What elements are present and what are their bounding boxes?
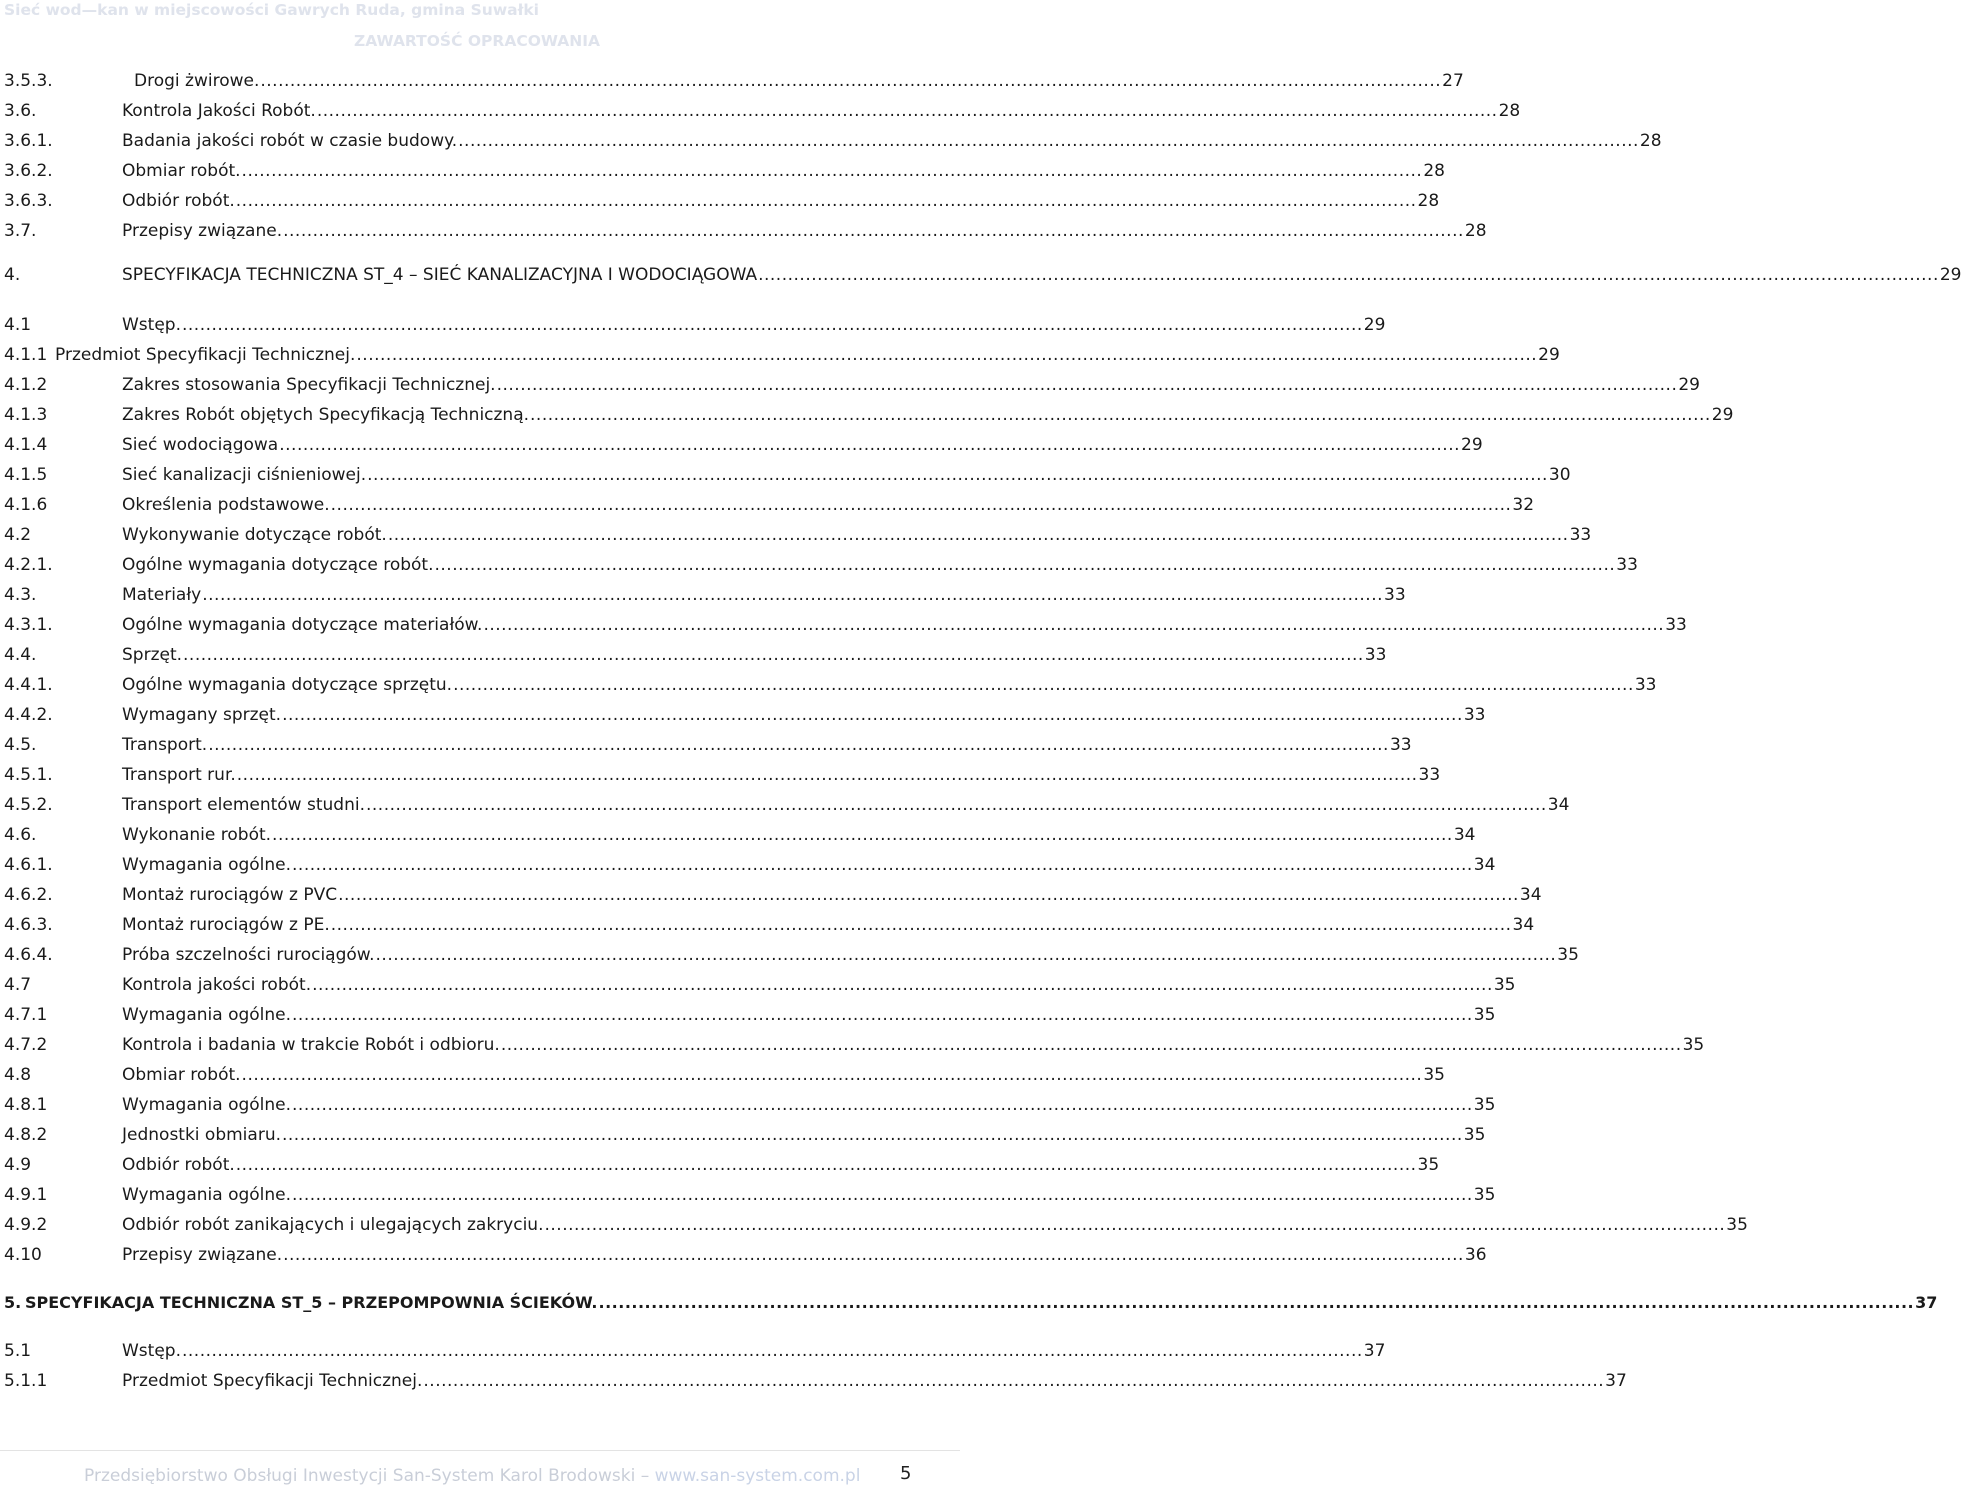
toc-entry-title: Transport. [122, 735, 208, 755]
toc-entry[interactable] [0, 1122, 1486, 1148]
toc-leader-dots: ........................................................................................................................................................................................................ [235, 1155, 1417, 1175]
toc-entry-title: Ogólne wymagania dotyczące materiałów. [122, 615, 483, 635]
toc-entry-number: 4.5. [4, 735, 37, 755]
toc-entry-page: 34 [1547, 795, 1570, 815]
toc-entry[interactable] [0, 882, 1542, 908]
header-subtitle: ZAWARTOŚĆ OPRACOWANIA [354, 32, 601, 50]
toc-entry-title: Kontrola i badania w trakcie Robót i odbioru. [122, 1035, 500, 1055]
toc-entry-page: 29 [1461, 435, 1483, 455]
toc-entry[interactable] [0, 852, 1496, 878]
toc-entry[interactable] [0, 188, 1440, 214]
toc-entry-title: Wymagania ogólne. [122, 1185, 292, 1205]
footer-text [84, 1466, 860, 1486]
toc-entry-title: Sieć wodociągowa [122, 435, 279, 455]
toc-leader-dots: ........................................................................................................................................................................................................ [758, 265, 1939, 285]
toc-leader-dots: ........................................................................................................................................................................................................ [500, 1035, 1682, 1055]
toc-leader-dots: ........................................................................................................................................................................................................ [292, 1185, 1473, 1205]
toc-entry-page: 33 [1364, 645, 1387, 665]
toc-leader-dots: ........................................................................................................................................................................................................ [356, 345, 1538, 365]
toc-leader-dots: ........................................................................................................................................................................................................ [496, 375, 1678, 395]
toc-entry-page: 35 [1423, 1065, 1445, 1085]
toc-entry-page: 28 [1464, 221, 1487, 241]
toc-entry-title: Badania jakości robót w czasie budowy. [122, 131, 458, 151]
toc-entry-page: 33 [1389, 735, 1412, 755]
toc-entry[interactable] [0, 762, 1441, 788]
toc-entry-title: SPECYFIKACJA TECHNICZNA ST_5 – PRZEPOMPOWNIA ŚCIEKÓW. [25, 1293, 598, 1312]
toc-leader-dots: ........................................................................................................................................................................................................ [292, 1095, 1473, 1115]
toc-entry-page: 35 [1417, 1155, 1440, 1175]
toc-entry-page: 29 [1678, 375, 1700, 395]
toc-entry-title: Jednostki obmiaru. [122, 1125, 281, 1145]
toc-entry-page: 35 [1473, 1005, 1496, 1025]
toc-entry-number: 3.6.1. [4, 131, 53, 151]
toc-entry[interactable] [0, 1368, 1627, 1394]
toc-entry-number: 4. [4, 265, 21, 285]
toc-entry-number: 4.6.3. [4, 915, 53, 935]
toc-entry-number: 4.6.1. [4, 855, 53, 875]
toc-entry-number: 4.7.2 [4, 1035, 48, 1055]
toc-leader-dots: ........................................................................................................................................................................................................ [282, 1125, 1463, 1145]
toc-leader-dots: ........................................................................................................................................................................................................ [241, 1065, 1423, 1085]
toc-entry-title: Drogi żwirowe. [134, 71, 260, 91]
toc-leader-dots: ........................................................................................................................................................................................................ [338, 885, 1519, 905]
toc-entry-number: 4.8 [4, 1065, 32, 1085]
footer-website-link[interactable]: www.san-system.com.pl [654, 1466, 861, 1486]
toc-entry-title: Odbiór robót. [122, 1155, 235, 1175]
header-title: Sieć wod—kan w miejscowości Gawrych Ruda, gmina Suwałki [4, 1, 539, 19]
toc-entry[interactable] [0, 262, 1962, 288]
toc-leader-dots: ........................................................................................................................................................................................................ [330, 495, 1512, 515]
toc-entry[interactable] [0, 432, 1483, 458]
toc-entry-page: 29 [1711, 405, 1734, 425]
toc-entry[interactable] [0, 1242, 1487, 1268]
toc-entry-page: 33 [1384, 585, 1406, 605]
toc-leader-dots: ........................................................................................................................................................................................................ [365, 795, 1547, 815]
toc-leader-dots: ........................................................................................................................................................................................................ [283, 221, 1464, 241]
toc-entry-title: Montaż rurociągów z PE. [122, 915, 330, 935]
toc-entry-title: Kontrola jakości robót. [122, 975, 312, 995]
toc-entry-title: Ogólne wymagania dotyczące robót. [122, 555, 434, 575]
toc-entry-number: 4.9.1 [4, 1185, 48, 1205]
toc-entry-page: 27 [1442, 71, 1464, 91]
toc-entry-number: 4.1.5 [4, 465, 48, 485]
toc-entry[interactable] [0, 128, 1662, 154]
toc-entry-page: 37 [1605, 1371, 1627, 1391]
toc-entry-number: 4.6. [4, 825, 37, 845]
toc-entry-title: Przedmiot Specyfikacji Technicznej. [122, 1371, 423, 1391]
toc-entry-page: 35 [1726, 1215, 1748, 1235]
toc-leader-dots: ........................................................................................................................................................................................................ [387, 525, 1569, 545]
toc-entry-number: 4.7.1 [4, 1005, 48, 1025]
toc-entry-title: Określenia podstawowe. [122, 495, 330, 515]
toc-entry-page: 33 [1569, 525, 1592, 545]
toc-leader-dots: ........................................................................................................................................................................................................ [183, 645, 1364, 665]
toc-leader-dots: ........................................................................................................................................................................................................ [182, 1341, 1363, 1361]
toc-entry[interactable] [0, 1092, 1496, 1118]
toc-entry-title: Przepisy związane. [122, 221, 283, 241]
footer-company: Przedsiębiorstwo Obsługi Inwestycji San-System Karol Brodowski [84, 1466, 636, 1486]
toc-entry[interactable] [0, 642, 1387, 668]
toc-entry-title: Zakres stosowania Specyfikacji Technicznej. [122, 375, 496, 395]
toc-entry-number: 4.8.1 [4, 1095, 48, 1115]
toc-entry-title: SPECYFIKACJA TECHNICZNA ST_4 – SIEĆ KANALIZACYJNA I WODOCIĄGOWA [122, 265, 758, 285]
toc-entry-title: Odbiór robót zanikających i ulegających zakryciu. [122, 1215, 544, 1235]
toc-entry[interactable] [0, 1182, 1496, 1208]
toc-leader-dots: ........................................................................................................................................................................................................ [208, 735, 1389, 755]
toc-entry[interactable] [0, 68, 1464, 94]
toc-entry-title: Przedmiot Specyfikacji Technicznej. [55, 345, 356, 365]
toc-leader-dots: ........................................................................................................................................................................................................ [241, 161, 1423, 181]
toc-entry-page: 32 [1512, 495, 1535, 515]
toc-entry-number: 4.1.3 [4, 405, 48, 425]
toc-entry-title: Wymagania ogólne. [122, 855, 292, 875]
toc-entry-number: 3.7. [4, 221, 37, 241]
toc-entry-page: 35 [1463, 1125, 1486, 1145]
toc-entry[interactable] [0, 942, 1579, 968]
toc-entry-page: 28 [1639, 131, 1662, 151]
toc-entry[interactable] [0, 98, 1521, 124]
toc-entry-number: 4.8.2 [4, 1125, 48, 1145]
toc-entry-number: 4.10 [4, 1245, 42, 1265]
toc-entry-title: Wstęp. [122, 315, 181, 335]
toc-entry-number: 4.1.4 [4, 435, 48, 455]
toc-entry-title: Wykonywanie dotyczące robót. [122, 525, 387, 545]
toc-entry-number: 3.6. [4, 101, 37, 121]
toc-entry[interactable] [0, 342, 1560, 368]
toc-entry-number: 4.6.4. [4, 945, 53, 965]
toc-entry-number: 4.3. [4, 585, 37, 605]
toc-entry-title: Wstęp. [122, 1341, 181, 1361]
toc-leader-dots: ........................................................................................................................................................................................................ [458, 131, 1639, 151]
toc-leader-dots: ........................................................................................................................................................................................................ [434, 555, 1616, 575]
page-footer [0, 1450, 960, 1496]
toc-entry-number: 4.7 [4, 975, 32, 995]
toc-entry-number: 5.1 [4, 1341, 32, 1361]
toc-entry-page: 33 [1418, 765, 1441, 785]
toc-leader-dots: ........................................................................................................................................................................................................ [316, 101, 1498, 121]
toc-entry[interactable] [0, 462, 1571, 488]
toc-entry[interactable] [0, 672, 1657, 698]
toc-leader-dots: ........................................................................................................................................................................................................ [236, 765, 1418, 785]
page-header [0, 0, 960, 60]
toc-leader-dots: ........................................................................................................................................................................................................ [279, 435, 1460, 455]
toc-leader-dots: ........................................................................................................................................................................................................ [283, 1245, 1464, 1265]
toc-entry-page: 33 [1463, 705, 1486, 725]
toc-entry-number: 4.6.2. [4, 885, 53, 905]
toc-entry[interactable] [0, 972, 1516, 998]
toc-entry-page: 28 [1417, 191, 1440, 211]
toc-entry-title: Sprzęt. [122, 645, 183, 665]
toc-leader-dots: ........................................................................................................................................................................................................ [330, 915, 1512, 935]
toc-entry-number: 4.2.1. [4, 555, 53, 575]
toc-leader-dots: ........................................................................................................................................................................................................ [598, 1293, 1915, 1312]
toc-entry-title: Ogólne wymagania dotyczące sprzętu. [122, 675, 453, 695]
toc-entry-page: 34 [1512, 915, 1535, 935]
toc-entry[interactable] [0, 792, 1570, 818]
toc-entry-number: 4.3.1. [4, 615, 53, 635]
toc-entry-page: 29 [1939, 265, 1962, 285]
toc-entry-number: 4.4. [4, 645, 37, 665]
toc-entry[interactable] [0, 1002, 1496, 1028]
toc-entry-number: 4.1.6 [4, 495, 48, 515]
toc-entry-title: Transport elementów studni. [122, 795, 365, 815]
toc-entry-page: 33 [1665, 615, 1687, 635]
toc-leader-dots: ........................................................................................................................................................................................................ [423, 1371, 1605, 1391]
toc-entry[interactable] [0, 402, 1734, 428]
toc-entry-number: 4.9 [4, 1155, 32, 1175]
toc-entry-title: Obmiar robót. [122, 161, 241, 181]
toc-entry-title: Montaż rurociągów z PVC [122, 885, 338, 905]
toc-entry-page: 33 [1616, 555, 1638, 575]
toc-entry-title: Wykonanie robót. [122, 825, 272, 845]
toc-leader-dots: ........................................................................................................................................................................................................ [530, 405, 1711, 425]
toc-entry-number: 5. [4, 1293, 22, 1312]
toc-leader-dots: ........................................................................................................................................................................................................ [260, 71, 1442, 91]
toc-entry[interactable] [0, 312, 1386, 338]
toc-leader-dots: ........................................................................................................................................................................................................ [272, 825, 1453, 845]
toc-entry[interactable] [0, 1212, 1748, 1238]
toc-entry-number: 4.5.2. [4, 795, 53, 815]
toc-entry-number: 4.1 [4, 315, 32, 335]
toc-entry-title: Wymagany sprzęt. [122, 705, 282, 725]
toc-entry[interactable] [0, 492, 1535, 518]
toc-leader-dots: ........................................................................................................................................................................................................ [483, 615, 1665, 635]
toc-entry-page: 36 [1464, 1245, 1487, 1265]
toc-entry-number: 4.9.2 [4, 1215, 48, 1235]
toc-entry-number: 4.2 [4, 525, 32, 545]
page-number: 5 [900, 1463, 912, 1484]
toc-entry-page: 35 [1473, 1185, 1496, 1205]
toc-entry-title: Przepisy związane. [122, 1245, 283, 1265]
toc-entry[interactable] [0, 732, 1412, 758]
toc-entry[interactable] [0, 372, 1700, 398]
toc-entry-number: 4.1.1 [4, 345, 48, 365]
toc-entry-title: Wymagania ogólne. [122, 1005, 292, 1025]
toc-entry-page: 34 [1453, 825, 1476, 845]
toc-entry[interactable] [0, 1062, 1445, 1088]
toc-entry-page: 30 [1548, 465, 1571, 485]
toc-entry-number: 4.1.2 [4, 375, 48, 395]
toc-entry-number: 3.6.2. [4, 161, 53, 181]
toc-entry-page: 35 [1682, 1035, 1705, 1055]
toc-entry-page: 28 [1423, 161, 1445, 181]
toc-entry[interactable] [0, 1338, 1386, 1364]
toc-entry-number: 3.5.3. [4, 71, 53, 91]
toc-leader-dots: ........................................................................................................................................................................................................ [544, 1215, 1726, 1235]
toc-entry-page: 34 [1473, 855, 1496, 875]
toc-entry-page: 37 [1363, 1341, 1386, 1361]
toc-entry[interactable] [0, 1032, 1705, 1058]
toc-entry[interactable] [0, 552, 1638, 578]
toc-entry[interactable] [0, 158, 1445, 184]
toc-entry[interactable] [0, 612, 1687, 638]
toc-entry[interactable] [0, 912, 1535, 938]
toc-leader-dots: ........................................................................................................................................................................................................ [375, 945, 1557, 965]
toc-entry-number: 3.6.3. [4, 191, 53, 211]
toc-entry-page: 35 [1473, 1095, 1496, 1115]
toc-entry-title: Obmiar robót. [122, 1065, 241, 1085]
toc-entry[interactable] [0, 822, 1476, 848]
toc-leader-dots: ........................................................................................................................................................................................................ [292, 1005, 1473, 1025]
toc-entry[interactable] [0, 582, 1406, 608]
toc-leader-dots: ........................................................................................................................................................................................................ [292, 855, 1473, 875]
toc-leader-dots: ........................................................................................................................................................................................................ [282, 705, 1463, 725]
toc-entry[interactable] [0, 1152, 1440, 1178]
toc-entry-number: 4.5.1. [4, 765, 53, 785]
toc-entry-title: Zakres Robót objętych Specyfikacją Techniczną. [122, 405, 530, 425]
toc-entry-page: 35 [1493, 975, 1516, 995]
toc-entry-page: 28 [1498, 101, 1521, 121]
toc-entry-title: Sieć kanalizacji ciśnieniowej. [122, 465, 367, 485]
footer-separator: – [635, 1466, 655, 1486]
toc-entry-page: 35 [1557, 945, 1579, 965]
toc-entry[interactable] [0, 522, 1592, 548]
toc-entry-page: 33 [1634, 675, 1657, 695]
toc-entry-page: 29 [1538, 345, 1560, 365]
toc-entry-number: 4.4.2. [4, 705, 53, 725]
toc-entry-page: 34 [1519, 885, 1542, 905]
toc-entry[interactable] [0, 1290, 1938, 1316]
toc-entry-title: Próba szczelności rurociągów. [122, 945, 375, 965]
toc-entry-title: Kontrola Jakości Robót. [122, 101, 316, 121]
toc-entry-title: Odbiór robót. [122, 191, 235, 211]
toc-leader-dots: ........................................................................................................................................................................................................ [235, 191, 1417, 211]
toc-entry-title: Materiały [122, 585, 202, 605]
toc-entry[interactable] [0, 702, 1486, 728]
toc-entry-number: 5.1.1 [4, 1371, 48, 1391]
toc-entry-number: 4.4.1. [4, 675, 53, 695]
toc-leader-dots: ........................................................................................................................................................................................................ [367, 465, 1548, 485]
toc-entry[interactable] [0, 218, 1487, 244]
toc-entry-page: 37 [1915, 1293, 1938, 1312]
toc-leader-dots: ........................................................................................................................................................................................................ [182, 315, 1363, 335]
toc-entry-title: Wymagania ogólne. [122, 1095, 292, 1115]
toc-leader-dots: ........................................................................................................................................................................................................ [202, 585, 1383, 605]
toc-entry-page: 29 [1363, 315, 1386, 335]
toc-leader-dots: ........................................................................................................................................................................................................ [453, 675, 1634, 695]
toc-entry-title: Transport rur. [122, 765, 236, 785]
toc-leader-dots: ........................................................................................................................................................................................................ [312, 975, 1493, 995]
